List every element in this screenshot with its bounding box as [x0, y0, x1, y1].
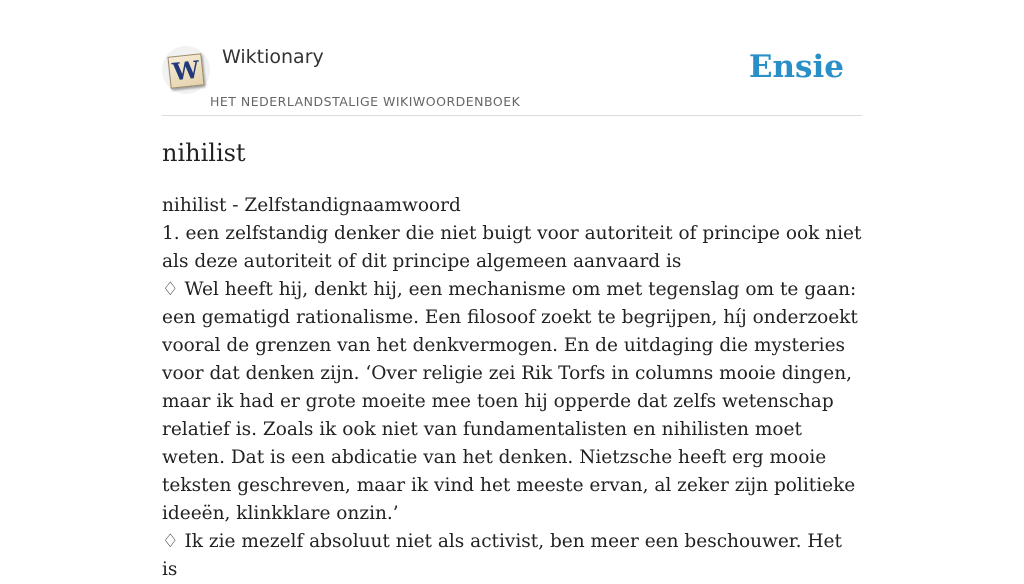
entry-content	[162, 192, 862, 584]
page-wrapper	[162, 0, 862, 580]
site-header	[162, 0, 862, 116]
example-quote: ♢ Wel heeft hij, denkt hij, een mechanisme om met tegenslag om te gaan: een gematigd rationalisme. Een filosoof zoekt te begrijpen, híj onderzoekt vooral de grenzen van het denkvermogen. En de uitdaging die mysteries voor dat denken zijn. ‘Over religie zei Rik Torfs in columns mooie dingen, maar ik had er grote moeite mee toen hij opperde dat zelfs wetenschap relatief is. Zoals ik ook niet van fundamentalisten en nihilisten moet weten. Dat is een abdicatie van het denken. Nietzsche heeft erg mooie teksten geschreven, maar ik vind het meeste ervan, al zeker zijn politieke ideeën, klinkklare onzin.’	[162, 279, 858, 524]
site-tagline: HET NEDERLANDSTALIGE WIKIWOORDENBOEK	[210, 94, 521, 109]
definition: 1. een zelfstandig denker die niet buigt voor autoriteit of principe ook niet als deze autoriteit of dit principe algemeen aanvaard is	[162, 223, 862, 272]
page-title: nihilist	[162, 139, 246, 167]
ensie-logo[interactable]: Ensie	[748, 49, 844, 85]
example-quote-partial: ♢ Ik zie mezelf absoluut niet als activist, ben meer een beschouwer. Het is	[162, 531, 842, 580]
part-of-speech-line: nihilist - Zelfstandignaamwoord	[162, 195, 461, 216]
site-name[interactable]: Wiktionary	[222, 46, 324, 68]
w-tile-icon: W	[167, 53, 204, 88]
wiktionary-logo[interactable]	[162, 46, 210, 94]
